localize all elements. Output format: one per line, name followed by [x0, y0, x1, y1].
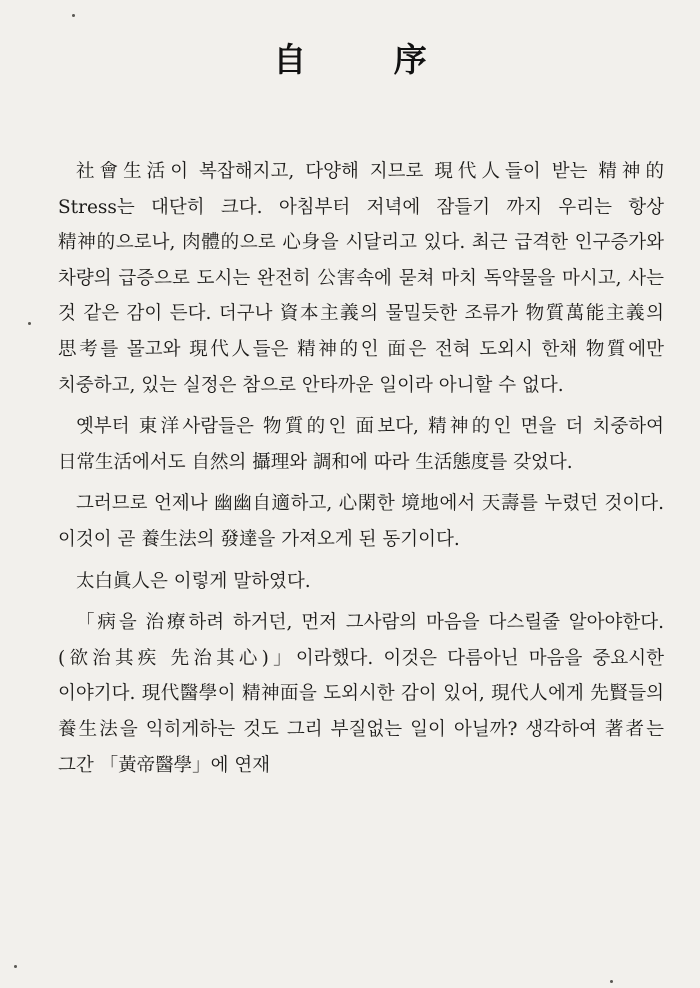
paragraph-4: 太白眞人은 이렇게 말하였다.: [76, 570, 311, 592]
paragraph-3: 그러므로 언제나 幽幽自適하고, 心閑한 境地에서 天壽를 누렸던 것이다. 이것이 곧 養生法의 發達을 가져오게 된 동기이다.: [58, 493, 664, 550]
body-text: [58, 154, 664, 783]
print-speck: [72, 14, 75, 17]
print-speck: [28, 322, 31, 325]
paragraph-1: 社會生活이 복잡해지고, 다양해 지므로 現代人들이 받는 精神的 Stress는 대단히 크다. 아침부터 저녁에 잠들기 까지 우리는 항상 精神的으로나, 肉體的으로 心身을 시달리고 있다. 최근 급격한 인구증가와 차량의 급증으로 도시는 완전히 公害속에 묻쳐 마치 독약물을 마시고, 사는 것 같은 감이 든다. 더구나 資本主義의 물밀듯한 조류가 物質萬能主義의 思考를 몰고와 現代人들은 精神的인 面은 전혀 도외시 한채 物質에만 치중하고, 있는 실정은 참으로 안타까운 일이라 아니할 수 없다.: [58, 161, 664, 396]
paragraph-5: 「病을 治療하려 하거던, 먼저 그사람의 마음을 다스릴줄 알아야한다. (欲治其疾 先治其心)」이라했다. 이것은 다름아닌 마음을 중요시한 이야기다. 現代醫學이 精神面을 도외시한 감이 있어, 現代人에게 先賢들의 養生法을 익히게하는 것도 그리 부질없는 일이 아닐까? 생각하여 著者는 그간 「黃帝醫學」에 연재: [58, 612, 664, 776]
paragraph-2: 옛부터 東洋사람들은 物質的인 面보다, 精神的인 면을 더 치중하여 日常生活에서도 自然의 攝理와 調和에 따라 生活態度를 갖었다.: [58, 416, 664, 473]
print-speck: [610, 980, 613, 983]
print-speck: [14, 965, 17, 968]
page-title: 自 序: [273, 40, 465, 79]
